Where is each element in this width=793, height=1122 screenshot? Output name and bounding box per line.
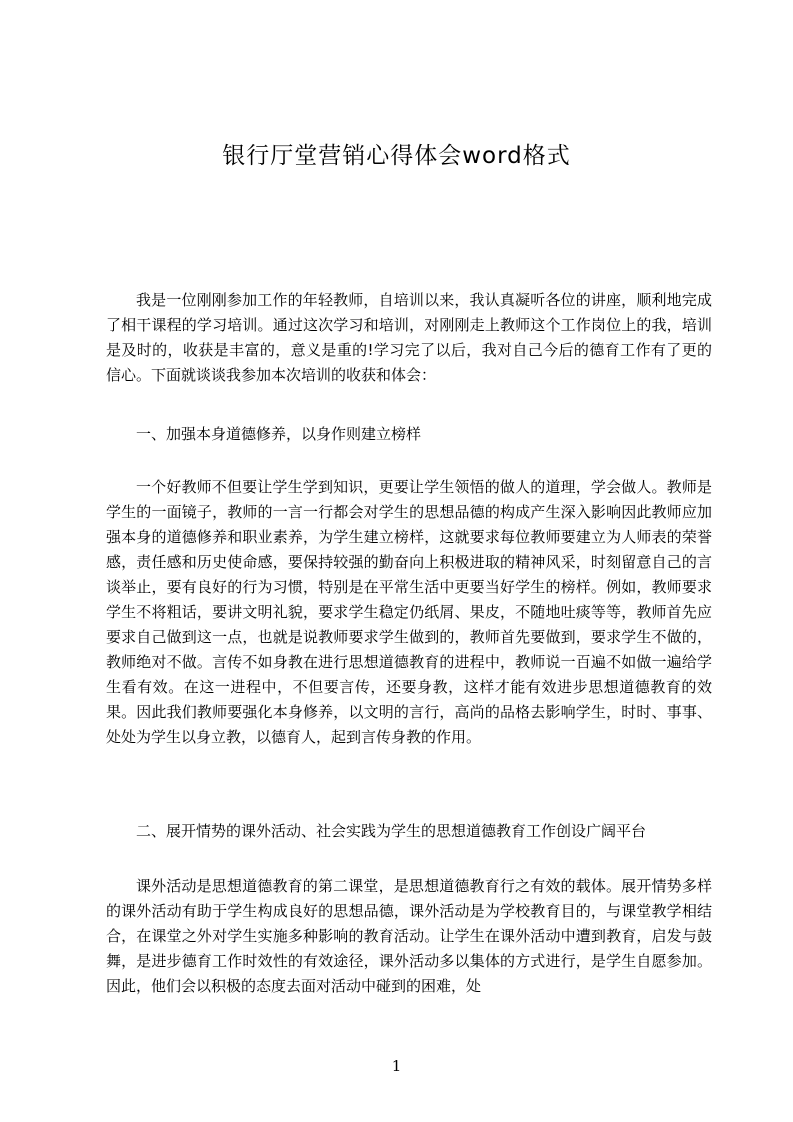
section2-body-block bbox=[106, 874, 712, 999]
page-number: 1 bbox=[391, 1057, 402, 1075]
section2-heading: 二、展开情势的课外活动、社会实践为学生的思想道德教育工作创设广阔平台 bbox=[136, 822, 647, 840]
document-title: 银行厅堂营销心得体会word格式 bbox=[222, 143, 571, 169]
intro-paragraph-block bbox=[106, 288, 712, 388]
section2-heading-block bbox=[106, 819, 712, 844]
section2-body: 课外活动是思想道德教育的第二课堂，是思想道德教育行之有效的载体。展开情势多样的课外活动有助于学生构成良好的思想品德，课外活动是为学校教育目的，与课堂教学相结合，在课堂之外对学生实施多种影响的教育活动。让学生在课外活动中遭到教育，启发与鼓舞，是进步德育工作时效性的有效途径，课外活动多以集体的方式进行，是学生自愿参加。因此，他们会以积极的态度去面对活动中碰到的困难，处 bbox=[106, 877, 712, 995]
section1-heading: 一、加强本身道德修养，以身作则建立榜样 bbox=[136, 425, 422, 443]
section1-body-block bbox=[106, 475, 712, 750]
intro-paragraph: 我是一位刚刚参加工作的年轻教师，自培训以来，我认真凝听各位的讲座，顺利地完成了相干课程的学习培训。通过这次学习和培训，对刚刚走上教师这个工作岗位上的我，培训是及时的，收获是丰富的，意义是重的!学习完了以后，我对自己今后的德育工作有了更的信心。下面就谈谈我参加本次培训的收获和体会： bbox=[106, 291, 712, 384]
section1-body: 一个好教师不但要让学生学到知识，更要让学生领悟的做人的道理，学会做人。教师是学生的一面镜子，教师的一言一行都会对学生的思想品德的构成产生深入影响因此教师应加强本身的道德修养和职业素养，为学生建立榜样，这就要求每位教师要建立为人师表的荣誉感，责任感和历史使命感，要保持较强的勤奋向上积极进取的精神风采，时刻留意自己的言谈举止，要有良好的行为习惯，特别是在平常生活中更要当好学生的榜样。例如，教师要求学生不将粗话，要讲文明礼貌，要求学生稳定仍纸屑、果皮，不随地吐痰等等，教师首先应要求自己做到这一点，也就是说教师要求学生做到的，教师首先要做到，要求学生不做的，教师绝对不做。言传不如身教在进行思想道德教育的进程中，教师说一百遍不如做一遍给学生看有效。在这一进程中，不但要言传，还要身教，这样才能有效进步思想道德教育的效果。因此我们教师要强化本身修养，以文明的言行，高尚的品格去影响学生，时时、事事、处处为学生以身立教，以德育人，起到言传身教的作用。 bbox=[106, 478, 712, 746]
section1-heading-block bbox=[106, 422, 712, 447]
